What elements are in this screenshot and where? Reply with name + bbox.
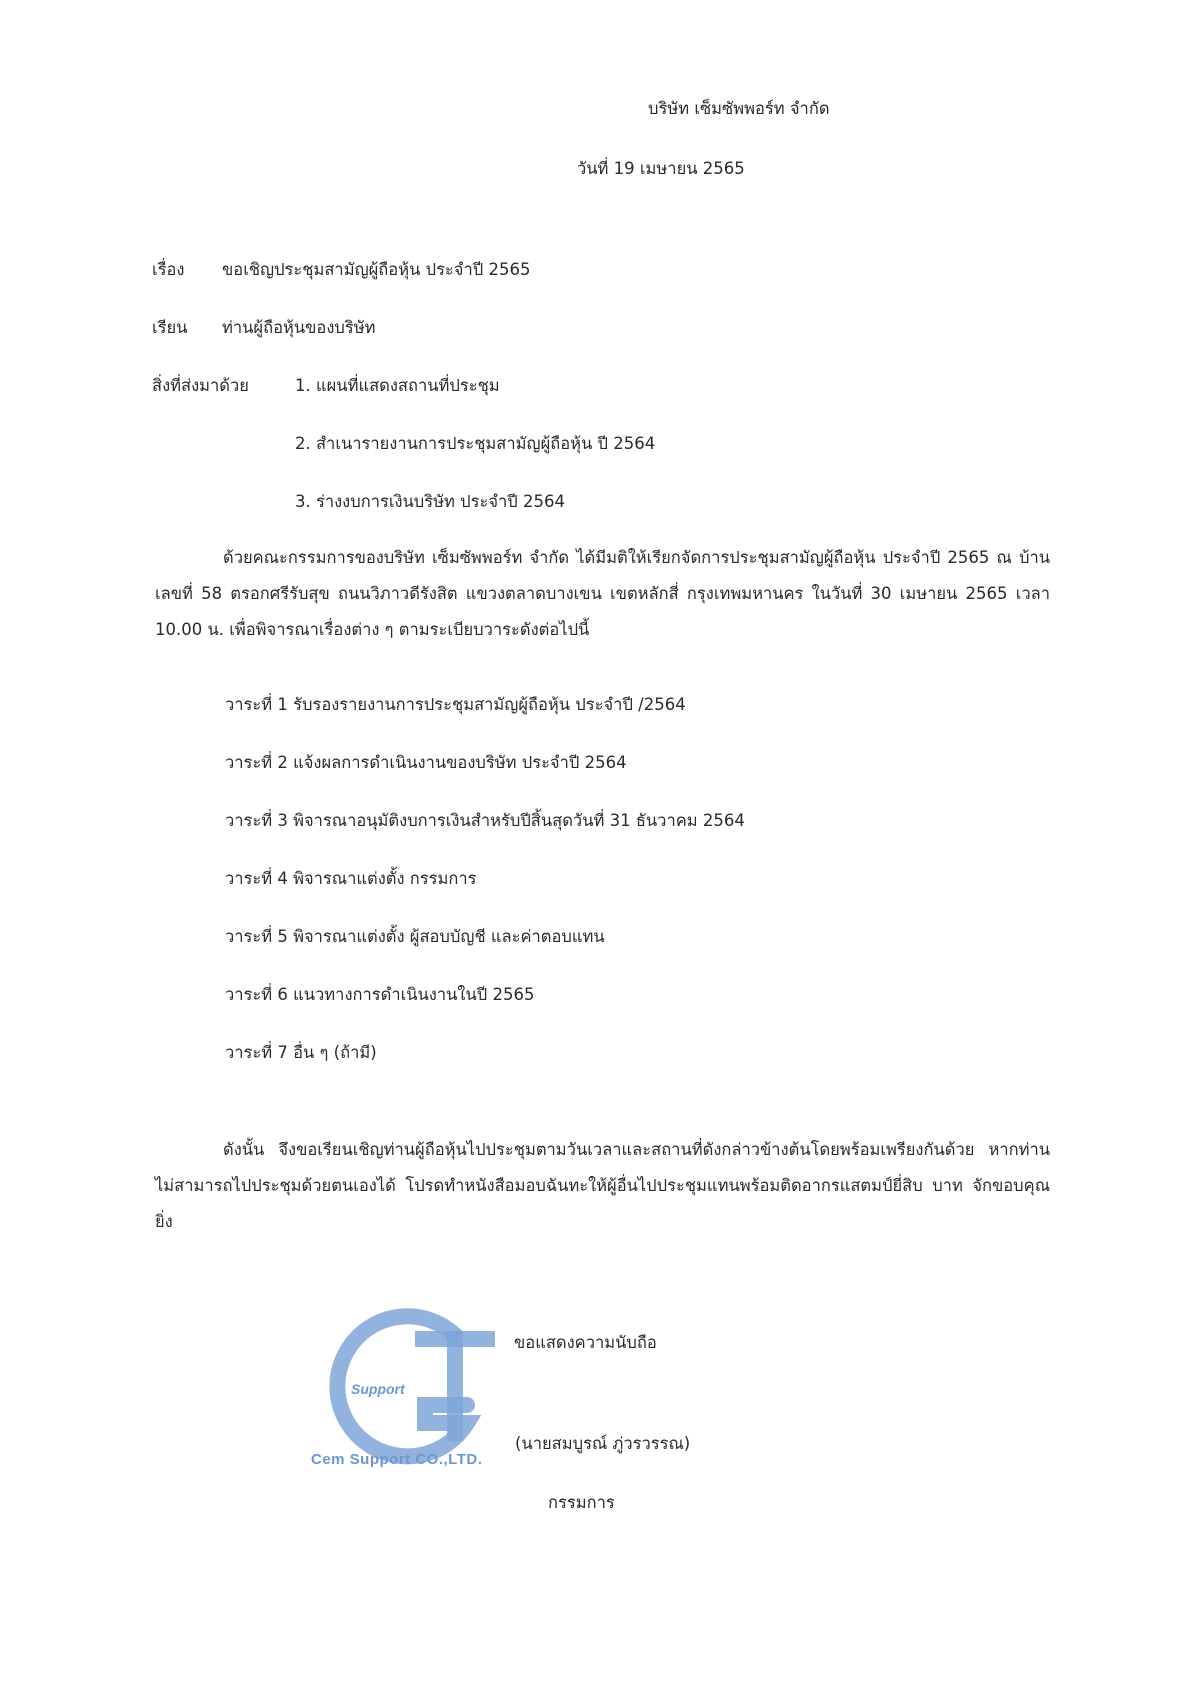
agenda-item: วาระที่ 3 พิจารณาอนุมัติงบการเงินสำหรับปีสิ้นสุดวันที่ 31 ธันวาคม 2564 bbox=[225, 811, 745, 830]
attachment-item: 3. ร่างงบการเงินบริษัท ประจำปี 2564 bbox=[295, 492, 565, 511]
subject-text: ขอเชิญประชุมสามัญผู้ถือหุ้น ประจำปี 2565 bbox=[222, 260, 531, 279]
subject-label: เรื่อง bbox=[152, 260, 185, 279]
agenda-item: วาระที่ 2 แจ้งผลการดำเนินงานของบริษัท ประจำปี 2564 bbox=[225, 753, 627, 772]
attachment-item: 1. แผนที่แสดงสถานที่ประชุม bbox=[295, 376, 500, 395]
agenda-item: วาระที่ 6 แนวทางการดำเนินงานในปี 2565 bbox=[225, 985, 535, 1004]
regards-text: ขอแสดงความนับถือ bbox=[514, 1333, 657, 1352]
company-name: บริษัท เซ็มซัพพอร์ท จำกัด bbox=[648, 99, 830, 118]
recipient-text: ท่านผู้ถือหุ้นของบริษัท bbox=[222, 318, 376, 337]
attachments-label: สิ่งที่ส่งมาด้วย bbox=[152, 376, 249, 395]
signer-name: (นายสมบูรณ์ ภู่วรวรรณ) bbox=[515, 1434, 691, 1453]
agenda-item: วาระที่ 1 รับรองรายงานการประชุมสามัญผู้ถือหุ้น ประจำปี /2564 bbox=[225, 695, 686, 714]
intro-paragraph: ด้วยคณะกรรมการของบริษัท เซ็มซัพพอร์ท จำกัด ได้มีมติให้เรียกจัดการประชุมสามัญผู้ถือหุ้น ประจำปี 2565 ณ บ้านเลขที่ 58 ตรอกศรีรับสุข ถนนวิภาวดีรังสิต แขวงตลาดบางเขน เขตหลักสี่ กรุงเทพมหานคร ในวันที่ 30 เมษายน 2565 เวลา 10.00 น. เพื่อพิจารณาเรื่องต่าง ๆ ตามระเบียบวาระดังต่อไปนี้ bbox=[155, 548, 1050, 639]
agenda-item: วาระที่ 7 อื่น ๆ (ถ้ามี) bbox=[225, 1043, 377, 1062]
agenda-item: วาระที่ 4 พิจารณาแต่งตั้ง กรรมการ bbox=[225, 869, 477, 888]
recipient-label: เรียน bbox=[152, 318, 188, 337]
letter-date: วันที่ 19 เมษายน 2565 bbox=[577, 159, 745, 178]
signer-title: กรรมการ bbox=[548, 1493, 615, 1512]
attachment-item: 2. สำเนารายงานการประชุมสามัญผู้ถือหุ้น ปี 2564 bbox=[295, 434, 656, 453]
agenda-item: วาระที่ 5 พิจารณาแต่งตั้ง ผู้สอบบัญชี และค่าตอบแทน bbox=[225, 927, 605, 946]
closing-paragraph: ดังนั้น จึงขอเรียนเชิญท่านผู้ถือหุ้นไปประชุมตามวันเวลาและสถานที่ดังกล่าวข้างต้นโดยพร้อมเพรียงกันด้วย หากท่านไม่สามารถไปประชุมด้วยตนเองได้ โปรดทำหนังสือมอบฉันทะให้ผู้อื่นไปประชุมแทนพร้อมติดอากรแสตมป์ยี่สิบ บาท จักขอบคุณยิ่ง bbox=[155, 1140, 1050, 1231]
stamp-company-text: Cem Support CO.,LTD. bbox=[311, 1451, 483, 1468]
company-stamp bbox=[305, 1305, 530, 1480]
stamp-word: Support bbox=[351, 1381, 405, 1397]
